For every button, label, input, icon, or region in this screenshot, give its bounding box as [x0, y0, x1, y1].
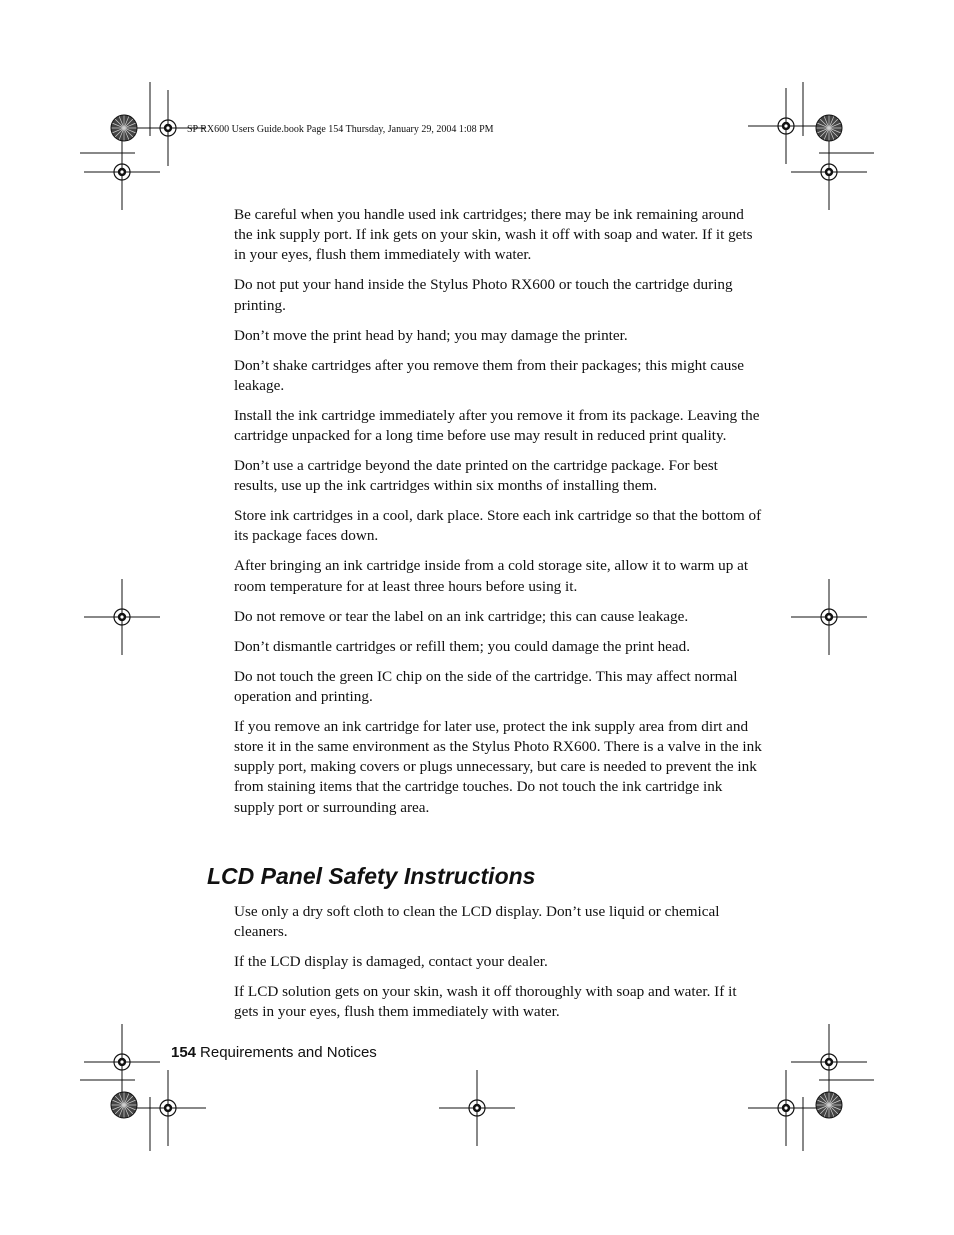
registration-target-icon [791, 134, 867, 210]
registration-target-icon [748, 88, 824, 164]
page-number: 154 [171, 1044, 197, 1061]
ink-cartridge-precautions [234, 205, 764, 828]
registration-target-icon [84, 1024, 160, 1100]
paragraph: After bringing an ink cartridge inside from a cold storage site, allow it to warm up at room temperature for at least three hours before using it. [234, 557, 749, 595]
paragraph: Don’t move the print head by hand; you may damage the printer. [234, 326, 628, 344]
footer-title: Requirements and Notices [200, 1044, 377, 1061]
paragraph: Be careful when you handle used ink cartridges; there may be ink remaining around the ink supply port. If ink gets on your skin, wash it off with soap and water. If it gets in your eyes, flush them immediately with water. [234, 206, 753, 264]
color-starburst-icon [816, 1092, 842, 1118]
book-slug-line: SP RX600 Users Guide.book Page 154 Thursday, January 29, 2004 1:08 PM [187, 124, 494, 135]
paragraph: Do not remove or tear the label on an ink cartridge; this can cause leakage. [234, 607, 689, 625]
paragraph: Don’t shake cartridges after you remove them from their packages; this might cause leakage. [234, 356, 745, 394]
registration-target-icon [791, 579, 867, 655]
lcd-safety-instructions [234, 902, 764, 1032]
registration-target-icon [84, 579, 160, 655]
paragraph: Don’t use a cartridge beyond the date printed on the cartridge package. For best results, use up the ink cartridges within six months of installing them. [234, 457, 718, 495]
paragraph: Install the ink cartridge immediately after you remove it from its package. Leaving the cartridge unpacked for a long time before use may result in reduced print quality. [234, 406, 760, 445]
color-starburst-icon [111, 115, 137, 141]
color-starburst-icon [816, 115, 842, 141]
page-footer [171, 1043, 377, 1063]
section-heading: LCD Panel Safety Instructions [207, 863, 536, 889]
registration-target-icon [791, 1024, 867, 1100]
paragraph: Do not put your hand inside the Stylus Photo RX600 or touch the cartridge during printing. [234, 276, 733, 314]
paragraph: If the LCD display is damaged, contact your dealer. [234, 953, 548, 971]
paragraph: If LCD solution gets on your skin, wash it off thoroughly with soap and water. If it gets in your eyes, flush them immediately with water. [234, 983, 737, 1021]
registration-target-icon [439, 1070, 515, 1146]
paragraph: If you remove an ink cartridge for later use, protect the ink supply area from dirt and store it in the same environment as the Stylus Photo RX600. There is a valve in the ink supply port, making covers or plugs unnecessary, but care is needed to prevent the ink from staining items that the cartridge touches. Do not touch the ink cartridge ink supply port or surrounding area. [234, 717, 762, 816]
paragraph: Do not touch the green IC chip on the side of the cartridge. This may affect normal operation and printing. [234, 667, 738, 705]
paragraph: Store ink cartridges in a cool, dark place. Store each ink cartridge so that the bottom of its package faces down. [234, 507, 762, 545]
color-starburst-icon [111, 1092, 137, 1118]
paragraph: Use only a dry soft cloth to clean the LCD display. Don’t use liquid or chemical cleaners. [234, 903, 720, 941]
registration-target-icon [130, 1070, 206, 1146]
registration-target-icon [84, 134, 160, 210]
registration-target-icon [748, 1070, 824, 1146]
paragraph: Don’t dismantle cartridges or refill them; you could damage the print head. [234, 637, 691, 655]
